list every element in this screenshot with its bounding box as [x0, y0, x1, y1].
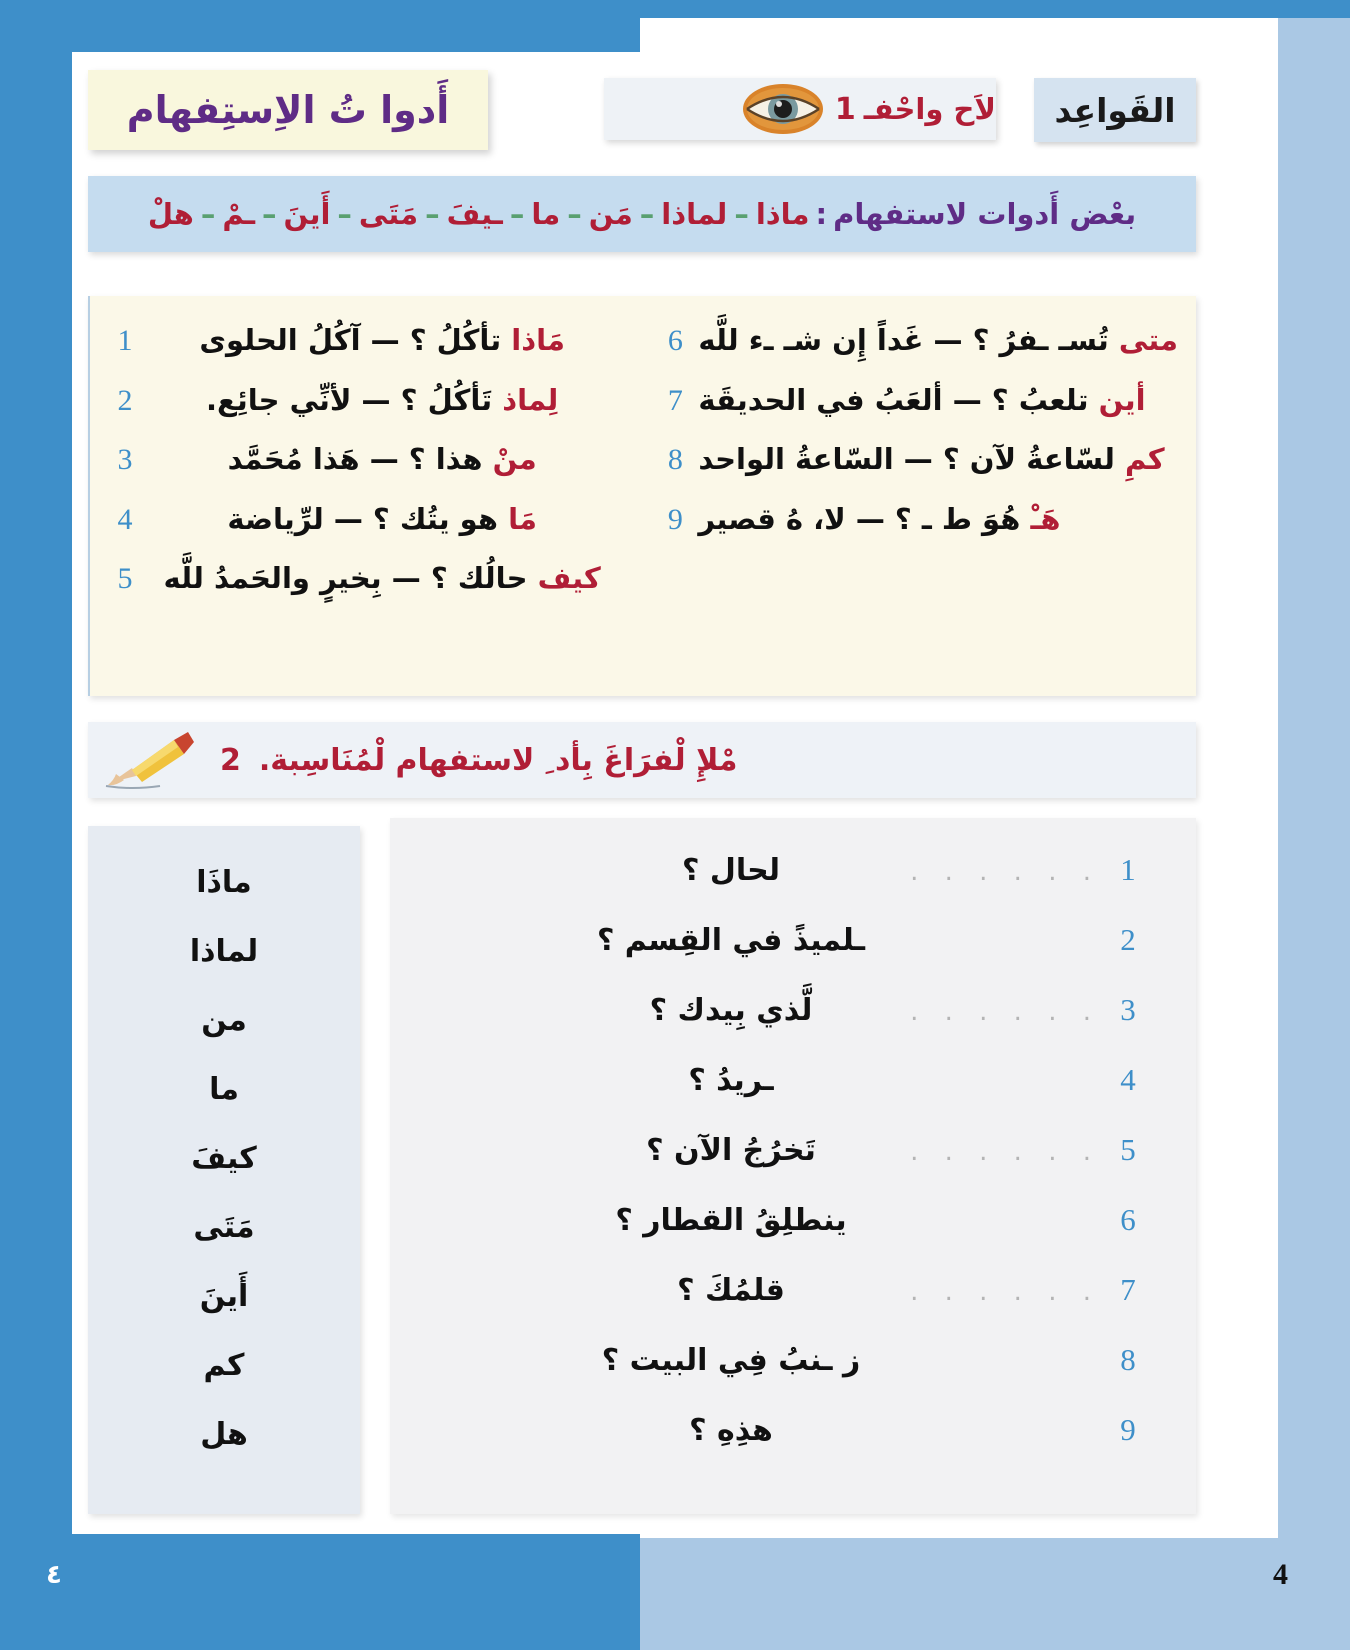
banner-particle: ـمْ	[222, 197, 255, 231]
example-keyword: منْ	[492, 442, 537, 476]
question-number: 4	[1120, 1062, 1136, 1097]
example-text: مَاذا تأكُلُ ؟ — آكُلُ الحلوى	[199, 323, 565, 357]
question-number: 2	[1120, 922, 1136, 957]
answer-blank[interactable]: . . . . . .	[910, 997, 1100, 1027]
banner-separator: –	[337, 197, 352, 231]
question-text: ـريدُ ؟	[688, 1063, 774, 1098]
page-number-right: 4	[1273, 1558, 1288, 1591]
banner-particle: لماذا	[661, 197, 728, 231]
example-number: 3	[117, 443, 133, 476]
exercise-1-examples-box	[88, 296, 1196, 696]
eye-icon	[741, 82, 825, 136]
example-text: أين تلعبُ ؟ — ألعَبُ في الحديقَة	[698, 382, 1146, 417]
example-text: متى تُسـ ـفرُ ؟ — غَداً إِن شـ ـء للَّه	[698, 323, 1178, 357]
example-keyword: متى	[1118, 323, 1178, 357]
word-bank-item[interactable]: كيفَ	[191, 1141, 257, 1176]
question-row	[420, 852, 1156, 922]
section-chip-label: القَواعِد	[1054, 90, 1176, 130]
example-line	[108, 382, 622, 420]
question-number: 5	[1120, 1132, 1136, 1167]
question-row	[420, 1132, 1156, 1202]
banner-particle: ـيفَ	[446, 197, 503, 231]
example-keyword: كيف	[537, 561, 601, 595]
example-number: 8	[667, 443, 683, 476]
example-number: 7	[667, 383, 683, 417]
banner-separator: –	[261, 197, 277, 231]
banner-particle: هلْ	[147, 197, 194, 231]
exercise-2-instruction: مْلإِ لْفرَاغَ بِأد ِ لاستفهام لْمُنَاسِبة.	[258, 742, 738, 778]
section-chip-grammar	[1034, 78, 1196, 142]
word-bank-item[interactable]: كم	[203, 1348, 245, 1383]
question-text: لحال ؟	[681, 853, 781, 888]
question-row	[420, 1202, 1156, 1272]
exercise-2-heading	[88, 722, 1196, 798]
question-row	[420, 1272, 1156, 1342]
example-number: 9	[667, 502, 683, 536]
question-number: 7	[1120, 1272, 1136, 1307]
banner-separator: –	[509, 197, 525, 231]
answer-blank[interactable]: . . . . . .	[910, 1277, 1100, 1307]
page-title: أَدوا تُ الاِستِفهام	[126, 88, 450, 132]
banner-separator: –	[734, 197, 749, 231]
example-number: 4	[117, 502, 133, 536]
exercise-1-right-column	[88, 296, 640, 696]
example-keyword: لِماذ	[502, 382, 559, 417]
question-text: ز ـنبُ فِي البيت ؟	[601, 1343, 861, 1378]
example-text: لِماذ تَأكُلُ ؟ — لأنِّي جائِع.	[206, 382, 559, 417]
word-bank-item[interactable]: ما	[209, 1072, 239, 1107]
word-bank-item[interactable]: لماذا	[189, 934, 259, 969]
word-bank-item[interactable]: من	[201, 1003, 247, 1038]
answer-blank[interactable]: . . . . . .	[910, 1137, 1100, 1167]
word-bank-item[interactable]: ماذَا	[196, 865, 252, 900]
question-number: 1	[1120, 852, 1136, 887]
exercise-2-number: 2	[220, 742, 241, 778]
word-bank-item[interactable]: أَينَ	[199, 1279, 249, 1314]
interrogative-particles-list	[148, 197, 810, 231]
rule-banner	[88, 176, 1196, 252]
question-text: ـلميذً في القِسم ؟	[596, 923, 866, 958]
word-bank	[88, 826, 360, 1514]
example-text: هَـْ هُوَ ط ـ ؟ — لا، هُ قصير	[698, 501, 1061, 536]
page-border-right	[1278, 0, 1350, 1650]
question-row	[420, 1342, 1156, 1412]
banner-separator: –	[425, 197, 440, 231]
example-number: 2	[117, 383, 133, 417]
banner-particle: ما	[531, 197, 561, 231]
question-row	[420, 922, 1156, 992]
question-number: 3	[1120, 992, 1136, 1027]
page-header	[88, 66, 1196, 154]
example-text: منْ هذا ؟ — هَذا مُحَمَّد	[227, 442, 537, 476]
word-bank-item[interactable]: مَتَى	[193, 1210, 255, 1245]
exercise-1-left-column	[640, 296, 1196, 696]
page-border-left-strip	[0, 0, 72, 900]
page-border-top-left	[0, 0, 640, 52]
example-number: 6	[667, 324, 683, 357]
answer-blank[interactable]: . . . . . .	[910, 857, 1100, 887]
word-bank-item[interactable]: هل	[200, 1417, 248, 1452]
question-row	[420, 1412, 1156, 1482]
example-keyword: أين	[1098, 382, 1146, 417]
example-keyword: كمِ	[1125, 442, 1165, 476]
question-row	[420, 1062, 1156, 1132]
example-line	[108, 441, 622, 479]
question-text: ينطلِقُ القطار ؟	[615, 1203, 847, 1238]
example-line	[658, 382, 1178, 420]
lesson-title-chip	[88, 70, 488, 150]
question-number: 6	[1120, 1202, 1136, 1237]
example-line	[108, 501, 622, 539]
example-line	[108, 560, 622, 598]
banner-particle: أَينَ	[283, 197, 331, 231]
question-text: قلمُكَ ؟	[677, 1273, 785, 1308]
banner-particle: مَتَى	[358, 197, 419, 231]
banner-particle: مَن	[588, 197, 633, 231]
exercise-1-label: لاَح واحْفـ	[863, 92, 996, 126]
page-border-top	[640, 0, 1350, 18]
example-keyword: هَـْ	[1030, 501, 1061, 536]
question-text: هذِهِ ؟	[689, 1413, 773, 1448]
question-text: تَخرُجُ الآن ؟	[646, 1133, 816, 1168]
question-number: 8	[1120, 1342, 1136, 1377]
example-text: مَا هو يتُك ؟ — لرِّياضة	[227, 501, 537, 536]
rule-banner-colon: :	[815, 197, 828, 231]
question-number: 9	[1120, 1412, 1136, 1447]
banner-separator: –	[639, 197, 655, 231]
rule-banner-label: بعْض أَدوات لاستفهام	[833, 197, 1137, 231]
exercise-1-number: 1	[834, 91, 856, 127]
question-text: لَّذي بِيدك ؟	[649, 993, 813, 1028]
example-text: كيف حالُك ؟ — بِخيرٍ والحَمدُ للَّه	[163, 561, 601, 595]
page-border-bottom-left	[0, 1538, 640, 1650]
banner-separator: –	[200, 197, 216, 231]
exercise-1-heading	[604, 78, 996, 140]
example-keyword: مَاذا	[511, 323, 565, 357]
example-number: 5	[117, 562, 133, 595]
example-line	[658, 322, 1178, 360]
banner-particle: ماذا	[755, 197, 810, 231]
exercise-2-questions	[390, 818, 1196, 1514]
question-row	[420, 992, 1156, 1062]
example-line	[658, 441, 1178, 479]
pencil-writing-icon	[102, 730, 200, 790]
example-keyword: مَا	[508, 501, 537, 536]
example-line	[658, 501, 1178, 539]
page-number-left: ٤	[46, 1560, 62, 1590]
example-number: 1	[117, 324, 133, 357]
example-text: كمِ لسّاعةُ لآن ؟ — السّاعةُ الواحد	[698, 442, 1165, 476]
banner-separator: –	[567, 197, 582, 231]
example-line	[108, 322, 622, 360]
